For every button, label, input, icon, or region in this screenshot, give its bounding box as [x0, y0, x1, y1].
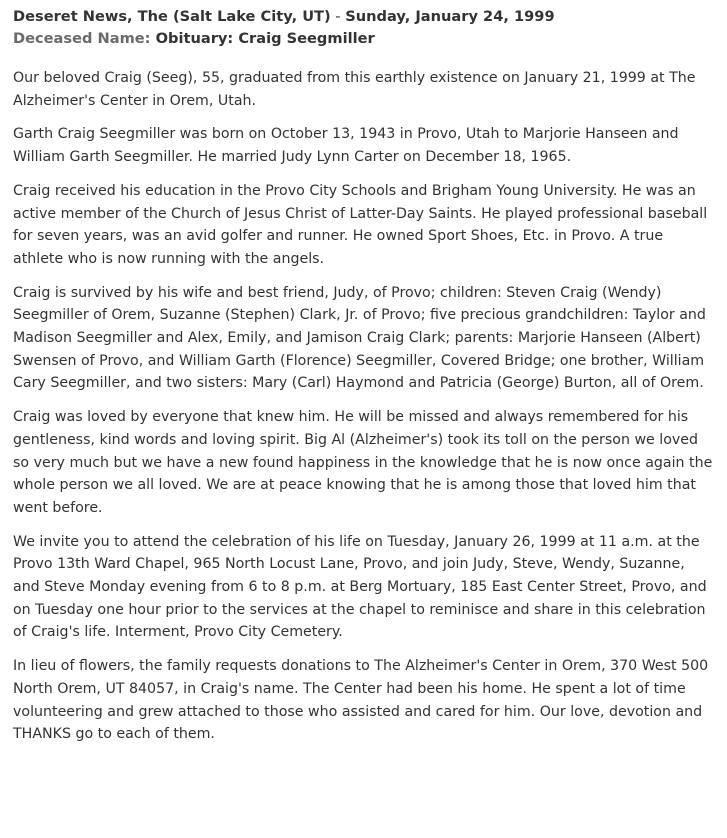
deceased-name: Obituary: Craig Seegmiller: [155, 30, 375, 47]
paragraph: Craig received his education in the Provo City Schools and Brigham Young University. He was an active member of the Church of Jesus Christ of Latter-Day Saints. He played professional baseball for seven years, was an avid golfer and runner. He owned Sport Shoes, Etc. in Provo. A true athlete who is now running with the angels.: [13, 182, 708, 267]
publication-date: Sunday, January 24, 1999: [345, 8, 555, 25]
deceased-line: [13, 28, 713, 50]
paragraph: Our beloved Craig (Seeg), 55, graduated from this earthly existence on January 21, 1999 at The Alzheimer's Center in Orem, Utah.: [13, 70, 696, 109]
paragraph: Garth Craig Seegmiller was born on October 13, 1943 in Provo, Utah to Marjorie Hanseen and William Garth Seegmiller. He married Judy Lynn Carter on December 18, 1965.: [13, 126, 679, 166]
publication-name: Deseret News, The (Salt Lake City, UT): [13, 8, 331, 25]
deceased-label: Deceased Name:: [13, 30, 151, 47]
paragraph: In lieu of flowers, the family requests donations to The Alzheimer's Center in Orem, 370 West 500 North Orem, UT 84057, in Craig's name. The Center had been his home. He spent a lot of time volunteering and grew attached to those who assisted and cared for him. Our love, devotion and THANKS go to each of them.: [13, 658, 709, 743]
separator: -: [330, 8, 346, 25]
paragraph: Craig was loved by everyone that knew him. He will be missed and always remembered for his gentleness, kind words and loving spirit. Big Al (Alzheimer's) took its toll on the person we loved so very much but we have a new found happiness in the knowledge that he is now once again the whole person we all loved. We are at peace knowing that he is among those that loved him that went before.: [13, 409, 713, 516]
paragraph: We invite you to attend the celebration of his life on Tuesday, January 26, 1999 at 11 a.m. at the Provo 13th Ward Chapel, 965 North Locust Lane, Provo, and join Judy, Steve, Wendy, Suzanne, and Steve Monday evening from 6 to 8 p.m. at Berg Mortuary, 185 East Center Street, Provo, and on Tuesday one hour prior to the services at the chapel to reminisce and share in this celebration of Craig's life. Interment, Provo City Cemetery.: [13, 533, 707, 641]
source-line: [13, 6, 713, 28]
paragraph: Craig is survived by his wife and best friend, Judy, of Provo; children: Steven Craig (Wendy) Seegmiller of Orem, Suzanne (Stephen) Clark, Jr. of Provo; five precious grandchildren: Taylor and Madison Seegmiller and Alex, Emily, and Jamison Craig Clark; parents: Marjorie Hanseen (Albert) Swensen of Provo, and William Garth (Florence) Seegmiller, Covered Bridge; one brother, William Cary Seegmiller, and two sisters: Mary (Carl) Haymond and Patricia (George) Burton, all of Orem.: [13, 284, 706, 392]
obituary-text: [13, 67, 713, 746]
